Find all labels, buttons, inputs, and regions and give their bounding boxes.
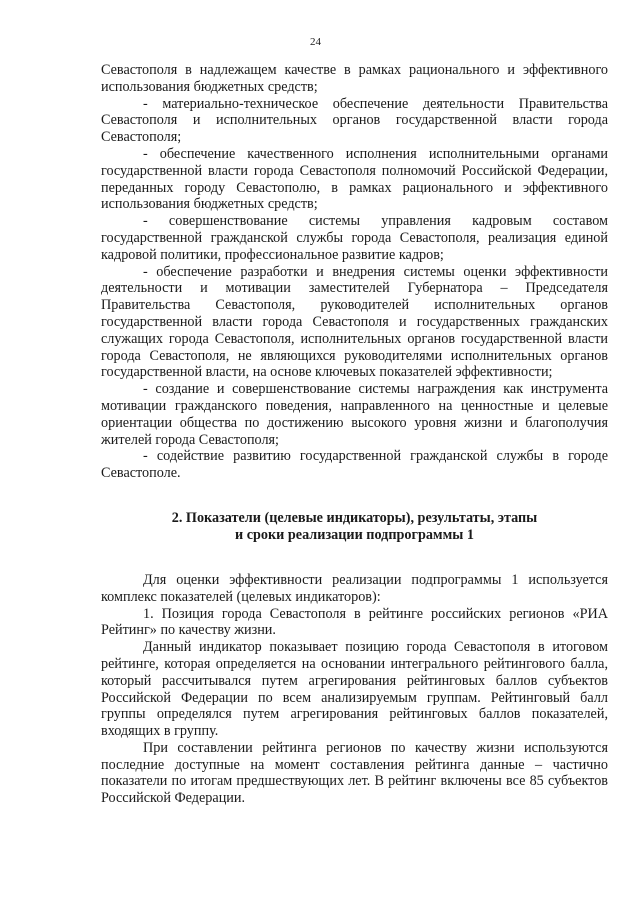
paragraph: При составлении рейтинга регионов по качеству жизни используются последние доступные на момент составления рейтинга данные – частично показатели по итогам предшествующих лет. В рейтинг включены все 85 субъектов Российской Федерации. xyxy=(101,739,608,807)
section-heading xyxy=(101,510,608,544)
paragraph: Севастополя в надлежащем качестве в рамках рационального и эффективного использования бюджетных средств; xyxy=(101,62,608,95)
paragraph: - создание и совершенствование системы награждения как инструмента мотивации гражданского поведения, направленного на ценностные и целевые ориентации общества по достижению высокого уровня жизни и благополучия жителей города Севастополя; xyxy=(101,381,608,448)
paragraph: 1. Позиция города Севастополя в рейтинге российских регионов «РИА Рейтинг» по качеству жизни. xyxy=(101,605,608,639)
paragraph: - совершенствование системы управления кадровым составом государственной гражданской службы города Севастополя, реализация единой кадровой политики, профессиональное развитие кадров; xyxy=(101,213,608,263)
section-heading-line-1: 2. Показатели (целевые индикаторы), результаты, этапы xyxy=(171,509,538,526)
document-body xyxy=(101,62,608,807)
paragraph: Данный индикатор показывает позицию города Севастополя в итоговом рейтинге, которая определяется на основании интегрального рейтингового балла, который рассчитывался путем агрегирования рейтинговых баллов субъектов Российской Федерации по всем анализируемым группам. Рейтинговый балл группы определялся путем агрегирования рейтинговых баллов показателей, входящих в группу. xyxy=(101,639,608,740)
paragraph: - материально-техническое обеспечение деятельности Правительства Севастополя и исполнительных органов государственной власти города Севастополя; xyxy=(101,95,608,146)
section-heading-line-2: и сроки реализации подпрограммы 1 xyxy=(235,526,474,543)
paragraph: - обеспечение разработки и внедрения системы оценки эффективности деятельности и мотивации заместителей Губернатора – Председателя Правительства Севастополя, руководителей исполнительных органов государственной власти города Севастополя и государственных гражданских служащих города Севастополя, исполнительных органов государственной власти города Севастополя, не являющихся руководителями исполнительных органов государственной власти, на основе ключевых показателей эффективности; xyxy=(101,263,608,381)
page-number: 24 xyxy=(310,36,321,48)
top-paragraphs xyxy=(101,62,608,482)
paragraph: Для оценки эффективности реализации подпрограммы 1 используется комплекс показателей (целевых индикаторов): xyxy=(101,571,608,605)
paragraph: - обеспечение качественного исполнения исполнительными органами государственной власти города Севастополя полномочий Российской Федерации, переданных городу Севастополю, в рамках рационального и эффективного использования бюджетных средств; xyxy=(101,145,608,213)
bottom-paragraphs xyxy=(101,572,608,807)
paragraph: - содействие развитию государственной гражданской службы в городе Севастополе. xyxy=(101,448,608,482)
